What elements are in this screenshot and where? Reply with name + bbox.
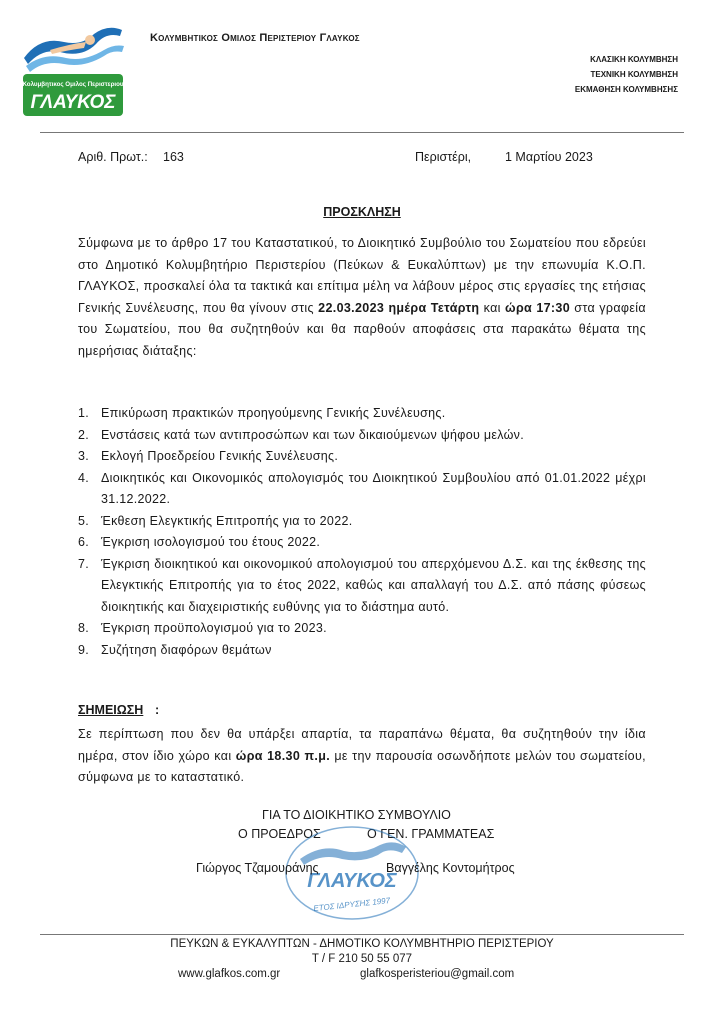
agenda-text: Εκλογή Προεδρείου Γενικής Συνέλευσης. [101,449,339,463]
document-title: ΠΡΟΣΚΛΗΣΗ [323,205,401,219]
agenda-number: 4. [78,470,90,485]
agenda-item [78,511,646,533]
agenda-item [78,532,646,554]
secretary-title: Ο ΓΕΝ. ΓΡΑΜΜΑΤΕΑΣ [367,827,495,841]
agenda-text: Έκθεση Ελεγκτικής Επιτροπής για το 2022. [101,513,353,528]
footer-divider [40,934,684,935]
intro-text: και [479,300,506,315]
footer-address: ΠΕΥΚΩΝ & ΕΥΚΑΛΥΠΤΩΝ - ΔΗΜΟΤΙΚΟ ΚΟΛΥΜΒΗΤΗΡΙΟ ΠΕΡΙΣΤΕΡΙΟΥ [170,938,554,950]
note-colon: : [155,703,160,717]
note-paragraph [78,724,646,789]
agenda-number: 5. [78,513,90,528]
footer-email-link[interactable]: glafkosperisteriou@gmail.com [360,968,515,980]
agenda-text: Επικύρωση πρακτικών προηγούμενης Γενικής Συνέλευσης. [101,406,446,420]
agenda-list [78,403,646,661]
agenda-text: Ενστάσεις κατά των αντιπροσώπων και των δικαιούμενων ψήφου μελών. [101,427,524,442]
intro-paragraph [78,233,646,362]
agenda-item [78,640,646,662]
header-divider [40,132,684,133]
agenda-number: 8. [78,621,90,635]
footer-website-link[interactable]: www.glafkos.com.gr [178,968,281,980]
president-name: Γιώργος Τζαμουράνης [196,861,319,875]
agenda-item [78,446,646,468]
meeting-date: 22.03.2023 ημέρα Τετάρτη [318,300,480,315]
discipline-item: ΕΚΜΑΘΗΣΗ ΚΟΛΥΜΒΗΣΗΣ [574,85,678,94]
stamp-year: ΕΤΟΣ ΙΔΡΥΣΗΣ 1997 [312,896,391,914]
agenda-number: 3. [78,449,90,463]
note-text: με την παρουσία οσωνδήποτε μελών του σωματείου, σύμφωνα με το καταστατικό. [78,748,646,784]
agenda-text: Έγκριση προϋπολογισμού για το 2023. [101,621,327,635]
agenda-text: Έγκριση ισολογισμού του έτους 2022. [101,535,321,549]
place: Περιστέρι, [415,150,472,164]
logo-name: ΓΛΑΥΚΟΣ [30,92,116,113]
reference-label: Αριθ. Πρωτ.: [78,150,148,164]
discipline-item: ΚΛΑΣΙΚΗ ΚΟΛΥΜΒΗΣΗ [590,55,678,64]
note-text: Σε περίπτωση που δεν θα υπάρξει απαρτία, τα παραπάνω θέματα, θα συζητηθούν την ίδια ημέρα, στον ίδιο χώρο και [78,727,646,763]
meeting-time: ώρα 17:30 [505,300,571,315]
agenda-item [78,468,646,511]
secretary-name: Βαγγέλης Κοντομήτρος [386,861,515,875]
agenda-number: 6. [78,535,90,549]
club-logo [20,20,126,118]
logo-top-text: Κολυμβητικος Ομιλος Περιστεριου [22,81,124,88]
agenda-text: Έγκριση διοικητικού και οικονομικού απολογισμού του απερχόμενου Δ.Σ. και της έκθεσης της Ελεγκτικής Επιτροπής για το έτος 2022, καθώς και απαλλαγή του Δ.Σ. από πάσης φύσεως διοικητικής και διαχειριστικής ευθύνης για το διάστημα αυτό. [101,556,646,614]
footer-phone: T / F 210 50 55 077 [311,953,413,965]
agenda-text: Συζήτηση διαφόρων θεμάτων [101,642,272,657]
board-heading: ΓΙΑ ΤΟ ΔΙΟΙΚΗΤΙΚΟ ΣΥΜΒΟΥΛΙΟ [262,808,451,822]
disciplines-list [575,52,678,97]
agenda-item [78,554,646,619]
agenda-number: 1. [78,406,90,420]
stamp-name: ΓΛΑΥΚΟΣ [307,870,397,892]
club-name: Κολυμβητικος Ομιλος Περιστεριου Γλαυκος [150,32,360,44]
intro-text: Σύμφωνα με το άρθρο 17 του Καταστατικού, το Διοικητικό Συμβούλιο του Σωματείου που εδρεύει στο Δημοτικό Κολυμβητήριο Περιστερίου (Πεύκων & Ευκαλύπτων) με την επωνυμία Κ.Ο.Π. ΓΛΑΥΚΟΣ, προσκαλεί όλα τα τακτικά και επίτιμα μέλη να λάβουν μέρος στις εργασίες της ετήσιας Γενικής Συνέλευσης, που θα γίνουν στις [78,236,646,315]
agenda-item [78,618,646,640]
agenda-item [78,403,646,425]
agenda-item [78,425,646,447]
intro-text: στα γραφεία του Σωματείου, που θα συζητηθούν και θα παρθούν αποφάσεις στα παρακάτω θέματα της ημερήσιας διάταξης: [78,300,647,358]
agenda-number: 7. [78,556,90,571]
president-title: Ο ΠΡΟΕΔΡΟΣ [238,827,321,841]
quorum-time: ώρα 18.30 π.μ. [235,748,331,763]
discipline-item: ΤΕΧΝΙΚΗ ΚΟΛΥΜΒΗΣΗ [590,70,678,79]
note-title: ΣΗΜΕΙΩΣΗ [78,703,144,717]
logo-swimmer-head [85,35,95,45]
agenda-text: Διοικητικός και Οικονομικός απολογισμός του Διοικητικού Συμβουλίου από 01.01.2022 μέχρι 31.12.2022. [101,470,646,506]
reference-number: 163 [163,150,184,164]
document-date: 1 Μαρτίου 2023 [505,150,593,164]
agenda-number: 2. [78,427,90,442]
agenda-number: 9. [78,642,90,657]
